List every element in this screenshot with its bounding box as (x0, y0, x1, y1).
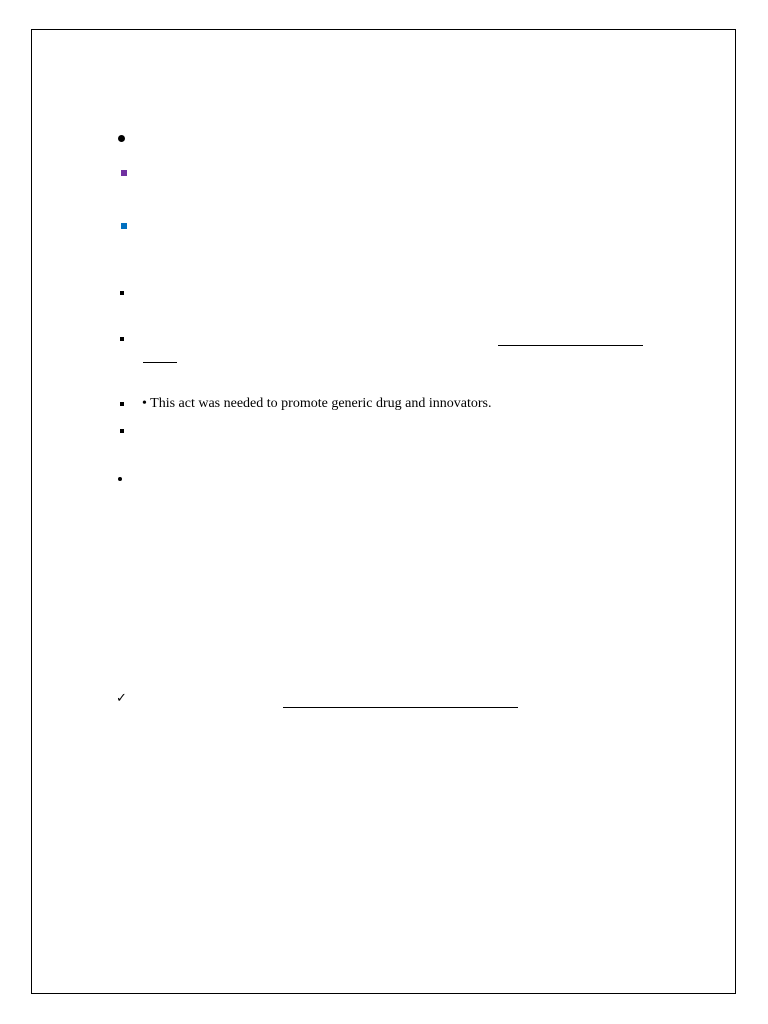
check-icon: ✓ (116, 691, 127, 706)
page-border (31, 29, 736, 994)
list-item-text: • This act was needed to promote generic drug and innovators. (142, 396, 492, 411)
underline-rule (143, 362, 177, 363)
small-bullet-icon (118, 477, 122, 481)
underline-rule (283, 707, 518, 708)
underline-rule (498, 345, 643, 346)
large-bullet-icon (118, 135, 125, 142)
blue-square-bullet-icon (121, 223, 127, 229)
purple-square-bullet-icon (121, 170, 127, 176)
square-bullet-icon (120, 337, 124, 341)
square-bullet-icon (120, 402, 124, 406)
square-bullet-icon (120, 429, 124, 433)
square-bullet-icon (120, 291, 124, 295)
